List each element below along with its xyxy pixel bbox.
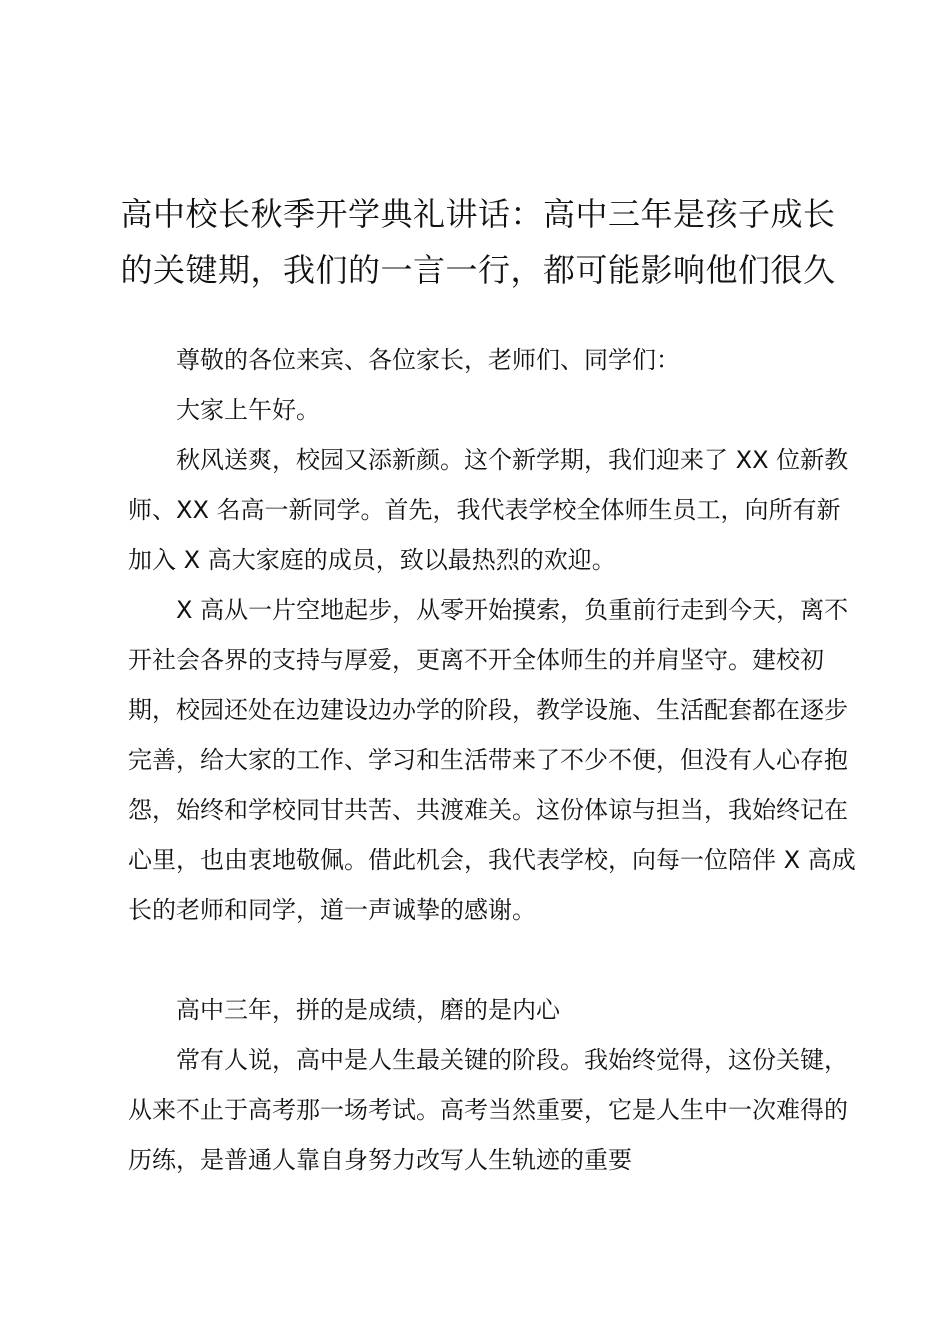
document-title: 高中校长秋季开学典礼讲话：高中三年是孩子成长的关键期，我们的一言一行，都可能影响他们很久 [120,195,836,289]
welcome-paragraph: 秋风送爽，校园又添新颜。这个新学期，我们迎来了 XX 位新教师、XX 名高一新同学。首先，我代表学校全体师生员工，向所有新加入 X 高大家庭的成员，致以最热烈的欢迎。 [128,446,849,574]
greeting-paragraph: 尊敬的各位来宾、各位家长，老师们、同学们： [176,346,680,374]
hello-paragraph: 大家上午好。 [176,396,320,424]
key-period-paragraph: 常有人说，高中是人生最关键的阶段。我始终觉得，这份关键，从来不止于高考那一场考试。高考当然重要，它是人生中一次难得的历练，是普通人靠自身努力改写人生轨迹的重要 [128,1046,848,1174]
history-paragraph: X 高从一片空地起步，从零开始摸索，负重前行走到今天，离不开社会各界的支持与厚爱，更离不开全体师生的并肩坚守。建校初期，校园还处在边建设边办学的阶段，教学设施、生活配套都在逐步完善，给大家的工作、学习和生活带来了不少不便，但没有人心存抱怨，始终和学校同甘共苦、共渡难关。这份体谅与担当，我始终记在心里，也由衷地敬佩。借此机会，我代表学校，向每一位陪伴 X 高成长的老师和同学，道一声诚挚的感谢。 [128,596,856,924]
section-heading: 高中三年，拼的是成绩，磨的是内心 [176,996,560,1024]
